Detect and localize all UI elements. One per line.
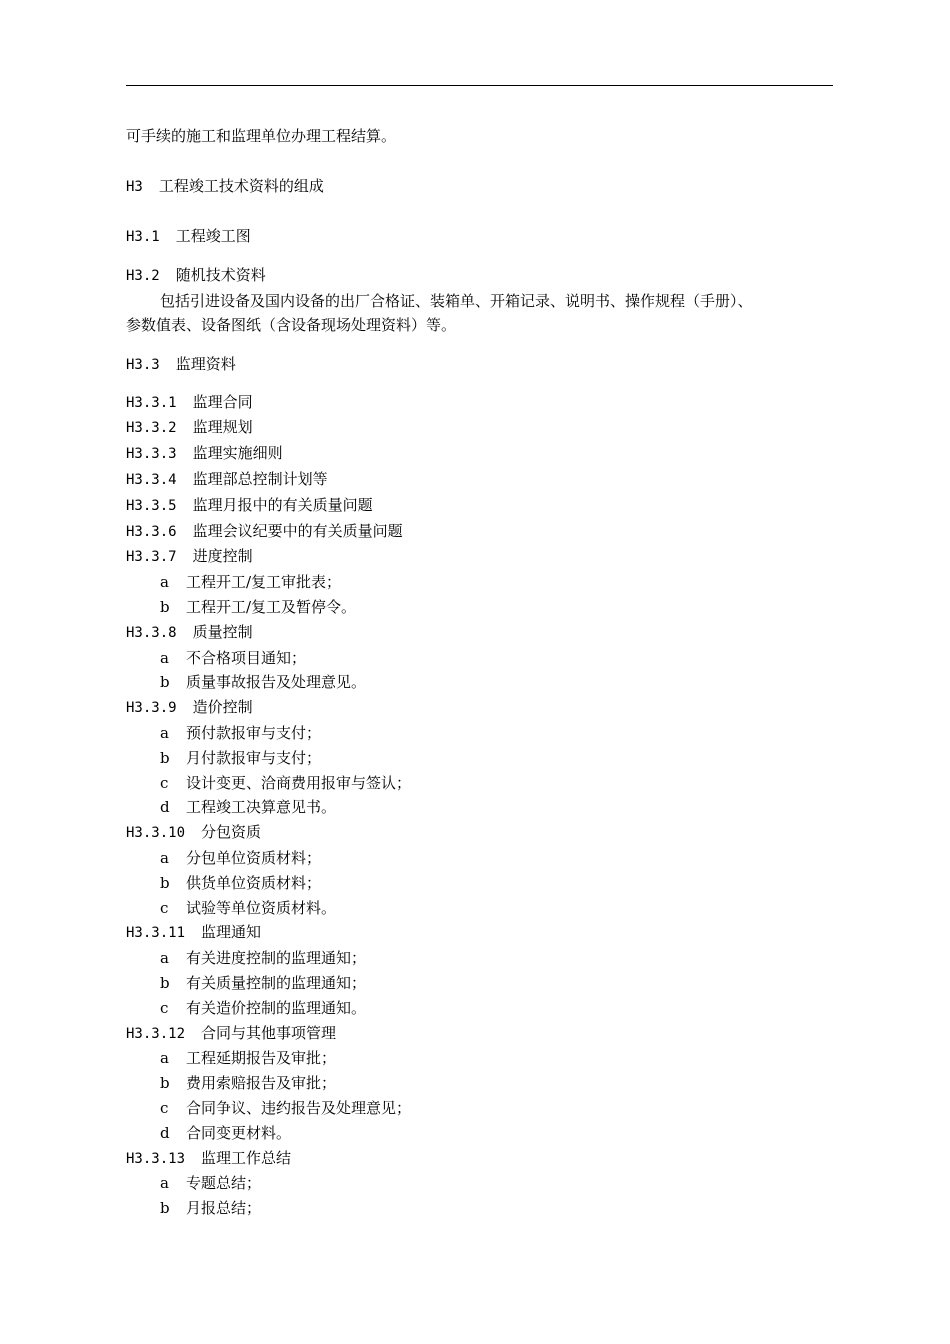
list-item [160, 646, 833, 671]
subsection-number: H3.3.8 [126, 624, 177, 641]
subsection-title: 监理合同 [192, 392, 253, 411]
list-item [160, 1096, 833, 1121]
subsection-heading [126, 415, 833, 441]
subsection-heading [126, 920, 833, 946]
list-item [160, 570, 833, 595]
document-body [126, 124, 833, 1221]
list-item-letter: c [160, 998, 169, 1017]
section-number: H3 [126, 178, 143, 195]
section-title: 监理资料 [175, 354, 236, 373]
list-item-text: 有关进度控制的监理通知； [186, 949, 367, 968]
subsection-title: 监理会议纪要中的有关质量问题 [192, 521, 403, 540]
list-item-letter: b [160, 598, 170, 617]
list-item [160, 595, 833, 620]
list-item-text: 供货单位资质材料； [186, 873, 322, 892]
heading-h3-1 [126, 224, 833, 250]
list-item-letter: a [160, 648, 169, 667]
subsection-title: 监理部总控制计划等 [192, 470, 328, 489]
subsection-title: 监理月报中的有关质量问题 [192, 495, 373, 514]
list-item-text: 合同变更材料。 [186, 1123, 292, 1142]
heading-h3-3 [126, 352, 833, 378]
list-item-letter: a [160, 1174, 169, 1193]
list-item [160, 1171, 833, 1196]
subsection-number: H3.3.3 [126, 446, 177, 463]
list-item [160, 771, 833, 796]
list-item-letter: b [160, 673, 170, 692]
list-item-letter: d [160, 798, 170, 817]
list-item [160, 871, 833, 896]
section-heading-h3 [126, 174, 833, 200]
list-item [160, 1071, 833, 1096]
list-item-text: 专题总结； [186, 1174, 262, 1193]
list-item [160, 746, 833, 771]
subsection-title: 监理规划 [192, 418, 253, 437]
list-item-letter: a [160, 949, 169, 968]
subsection-title: 造价控制 [192, 698, 253, 717]
subsection-number: H3.3.9 [126, 700, 177, 717]
section-title: 随机技术资料 [175, 266, 266, 285]
list-item-text: 工程开工/复工审批表； [186, 573, 342, 592]
list-item-letter: a [160, 724, 169, 743]
subsection-number: H3.3.11 [126, 925, 186, 942]
list-item-text: 合同争议、违约报告及处理意见； [186, 1099, 412, 1117]
header-rule [126, 85, 833, 86]
list-item [160, 670, 833, 695]
list-item-text: 工程竣工决算意见书。 [186, 798, 337, 817]
list-item-text: 工程延期报告及审批； [186, 1049, 337, 1068]
subsection-number: H3.3.4 [126, 472, 177, 489]
list-item-letter: c [160, 898, 169, 917]
list-item-letter: c [160, 1099, 169, 1117]
paragraph-line-1: 包括引进设备及国内设备的出厂合格证、装箱单、开箱记录、说明书、操作规程（手册）、 [160, 291, 753, 310]
subsection-heading [126, 467, 833, 493]
subsection-number: H3.3.12 [126, 1025, 186, 1042]
subsection-title: 监理工作总结 [201, 1148, 292, 1167]
list-item [160, 1121, 833, 1146]
subsection-list [126, 390, 833, 1221]
list-item-letter: a [160, 849, 169, 868]
subsection-heading [126, 1146, 833, 1172]
subsection-title: 分包资质 [201, 823, 262, 842]
list-item [160, 795, 833, 820]
list-item-letter: b [160, 748, 170, 767]
subsection-number: H3.3.1 [126, 394, 177, 411]
subsection-heading [126, 390, 833, 416]
list-item-letter: a [160, 1049, 169, 1068]
subsection-title: 监理通知 [201, 923, 262, 942]
subsection-title: 合同与其他事项管理 [201, 1023, 337, 1042]
subsection-heading [126, 441, 833, 467]
list-item [160, 971, 833, 996]
list-item-letter: b [160, 1074, 170, 1093]
list-item-text: 费用索赔报告及审批； [186, 1074, 337, 1093]
list-item-text: 试验等单位资质材料。 [186, 898, 337, 917]
list-item-letter: c [160, 773, 169, 792]
subsection-title: 质量控制 [192, 622, 253, 641]
subsection-number: H3.3.13 [126, 1150, 186, 1167]
subsection-heading [126, 620, 833, 646]
list-item [160, 846, 833, 871]
subsection-heading [126, 493, 833, 519]
section-number: H3.1 [126, 229, 160, 246]
subsection-title: 进度控制 [192, 547, 253, 566]
paragraph-line-2: 参数值表、设备图纸（含设备现场处理资料）等。 [126, 316, 457, 335]
section-number: H3.3 [126, 356, 160, 373]
list-item-letter: b [160, 1199, 170, 1218]
list-item-text: 有关造价控制的监理通知。 [186, 998, 367, 1017]
list-item [160, 896, 833, 921]
list-item-text: 设计变更、洽商费用报审与签认； [186, 773, 412, 792]
list-item-text: 不合格项目通知； [186, 648, 307, 667]
list-item [160, 1046, 833, 1071]
list-item-letter: b [160, 974, 170, 993]
list-item [160, 996, 833, 1021]
list-item-text: 月报总结； [186, 1199, 262, 1218]
section-number: H3.2 [126, 268, 160, 285]
subsection-heading [126, 544, 833, 570]
list-item-text: 质量事故报告及处理意见。 [186, 673, 367, 692]
section-title: 工程竣工技术资料的组成 [158, 176, 324, 195]
list-item-text: 工程开工/复工及暂停令。 [186, 598, 357, 617]
subsection-number: H3.3.2 [126, 420, 177, 437]
section-title: 工程竣工图 [175, 227, 251, 246]
list-item-text: 预付款报审与支付； [186, 724, 322, 743]
list-item-letter: d [160, 1123, 170, 1142]
subsection-number: H3.3.7 [126, 549, 177, 566]
subsection-number: H3.3.5 [126, 497, 177, 514]
list-item-letter: a [160, 573, 169, 592]
list-item [160, 1196, 833, 1221]
list-item-letter: b [160, 873, 170, 892]
subsection-title: 监理实施细则 [192, 444, 283, 463]
intro-line: 可手续的施工和监理单位办理工程结算。 [126, 127, 397, 145]
subsection-number: H3.3.6 [126, 523, 177, 540]
subsection-heading [126, 1021, 833, 1047]
subsection-heading [126, 519, 833, 545]
heading-h3-2 [126, 263, 833, 289]
subsection-heading [126, 695, 833, 721]
list-item-text: 分包单位资质材料； [186, 849, 322, 868]
subsection-heading [126, 820, 833, 846]
subsection-number: H3.3.10 [126, 825, 186, 842]
list-item [160, 721, 833, 746]
list-item-text: 有关质量控制的监理通知； [186, 974, 367, 993]
list-item [160, 946, 833, 971]
list-item-text: 月付款报审与支付； [186, 748, 322, 767]
